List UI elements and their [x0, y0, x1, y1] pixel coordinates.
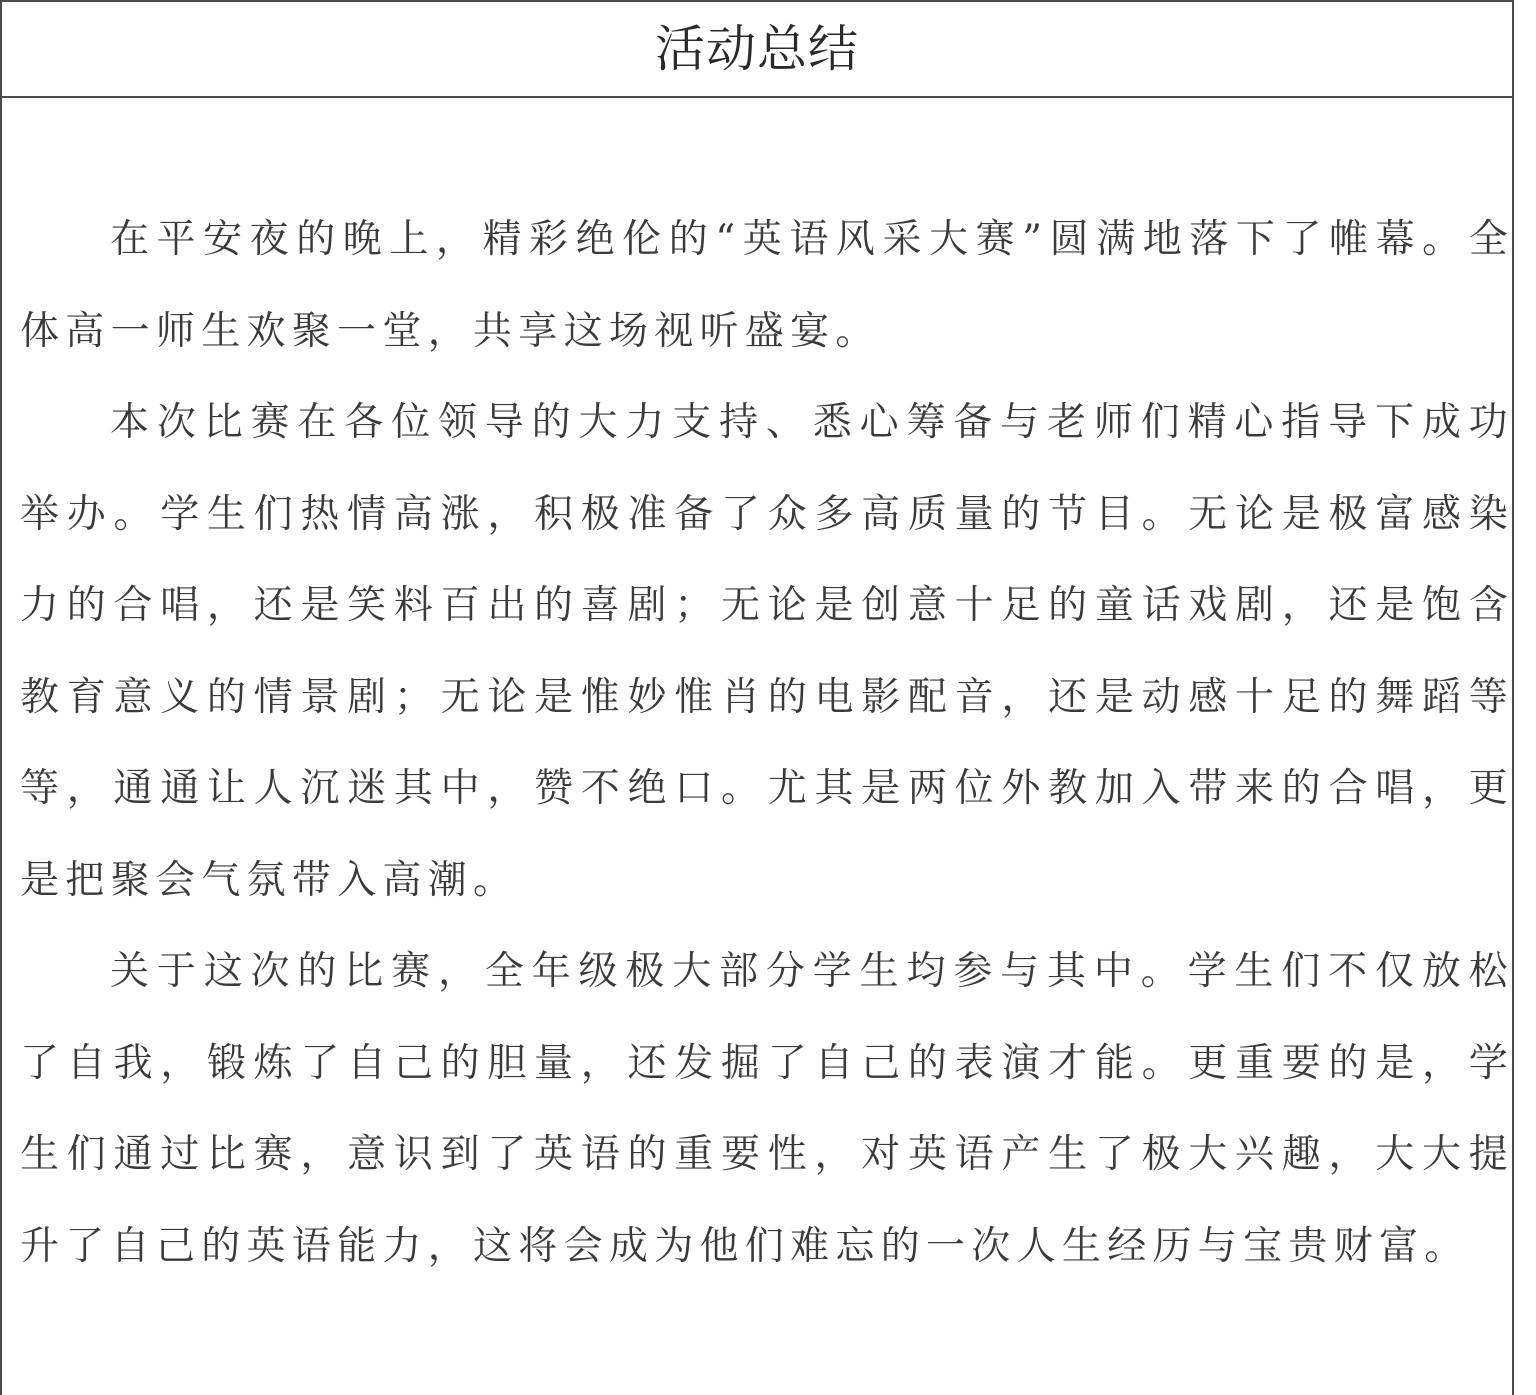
- paragraph-program: 本次比赛在各位领导的大力支持、悉心筹备与老师们精心指导下成功举办。学生们热情高涨，积极准备了众多高质量的节目。无论是极富感染力的合唱，还是笑料百出的喜剧；无论是创意十足的童话戏剧，还是饱含教育意义的情景剧；无论是惟妙惟肖的电影配音，还是动感十足的舞蹈等等，通通让人沉迷其中，赞不绝口。尤其是两位外教加入带来的合唱，更是把聚会气氛带入高潮。: [20, 400, 1514, 903]
- document-body: [20, 194, 1514, 1292]
- page-title: 活动总结: [655, 20, 859, 78]
- paragraph-intro: 在平安夜的晚上，精彩绝伦的“英语风采大赛”圆满地落下了帷幕。全体高一师生欢聚一堂，共享这场视听盛宴。: [20, 217, 1514, 354]
- header-bar: [2, 2, 1512, 98]
- paragraph-significance: 关于这次的比赛，全年级极大部分学生均参与其中。学生们不仅放松了自我，锻炼了自己的胆量，还发掘了自己的表演才能。更重要的是，学生们通过比赛，意识到了英语的重要性，对英语产生了极大兴趣，大大提升了自己的英语能力，这将会成为他们难忘的一次人生经历与宝贵财富。: [20, 949, 1514, 1269]
